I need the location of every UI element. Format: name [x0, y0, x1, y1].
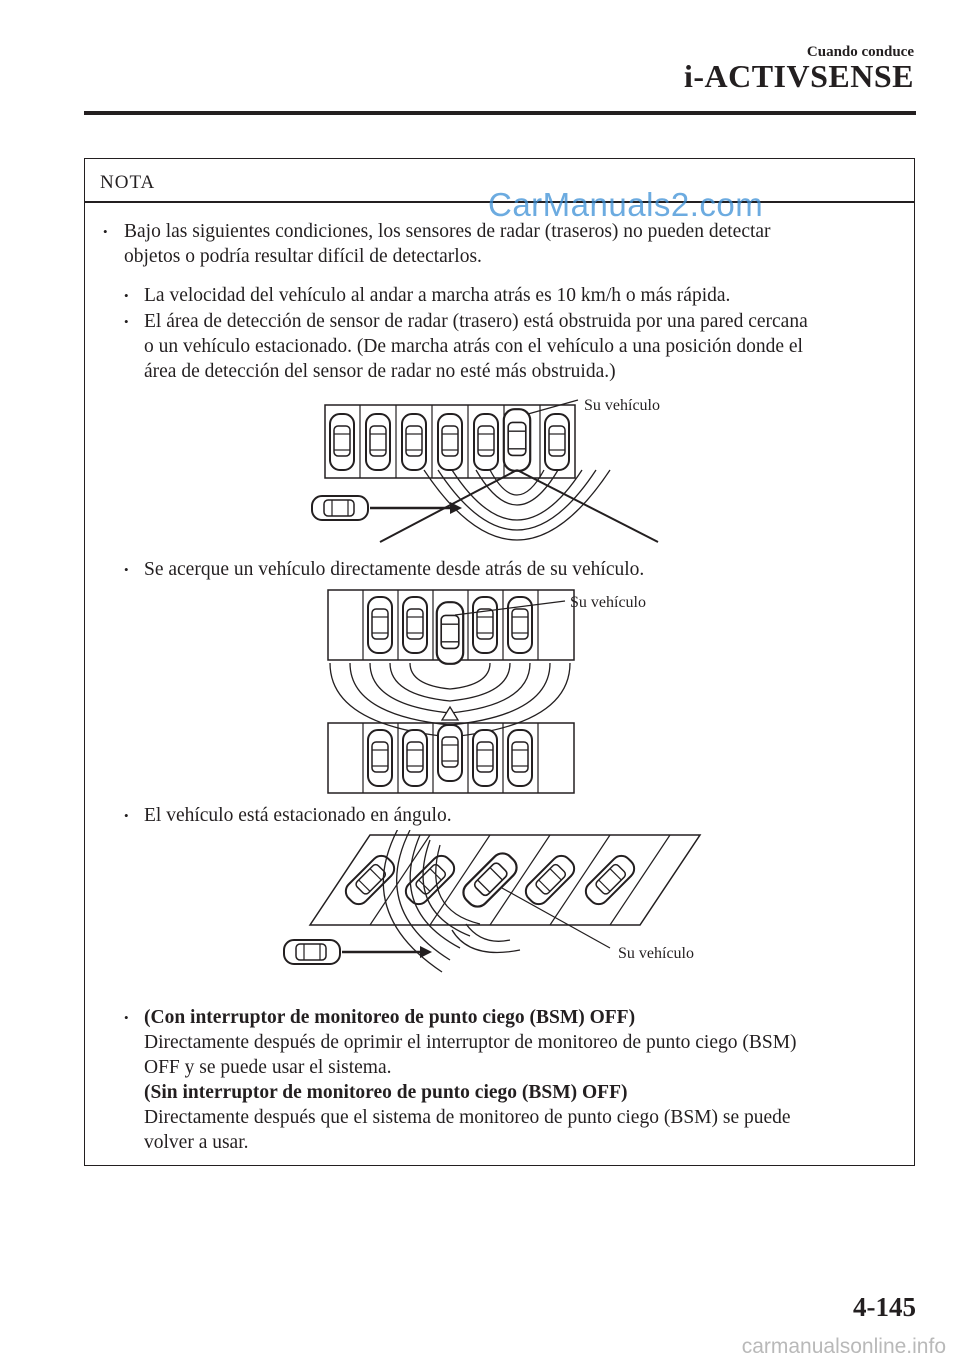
bullet-icon: •	[124, 562, 129, 577]
bullet-icon: •	[124, 288, 129, 303]
header-divider	[84, 111, 916, 115]
figure-2-label: Su vehículo	[570, 594, 646, 611]
page-number: 4-145	[853, 1292, 916, 1322]
bsm-heading-1: (Con interruptor de monitoreo de punto ciego (BSM) OFF)	[144, 1007, 636, 1028]
figure-1-label: Su vehículo	[584, 397, 660, 414]
figure-angled-parking	[270, 830, 720, 985]
figure-3-label: Su vehículo	[618, 945, 694, 962]
sub-item-2-line-2: o un vehículo estacionado. (De marcha atrás con el vehículo a una posición donde el	[144, 336, 803, 357]
watermark-logo: CarManuals2.com	[488, 186, 764, 223]
intro-line-1: Bajo las siguientes condiciones, los sensores de radar (traseros) no pueden detectar	[124, 221, 771, 242]
sub-item-2-line-1: El área de detección de sensor de radar (trasero) está obstruida por una pared cercana	[144, 311, 808, 332]
section-subtitle: Cuando conduce	[806, 44, 914, 60]
bsm-text-1-line-1: Directamente después de oprimir el interruptor de monitoreo de punto ciego (BSM)	[144, 1032, 797, 1053]
intro-line-2: objetos o podría resultar difícil de detectarlos.	[124, 246, 482, 267]
bullet-icon: •	[124, 314, 129, 329]
bullet-icon: •	[103, 224, 108, 239]
figure-approach-from-behind	[310, 585, 670, 800]
sub-item-3-line-1: Se acerque un vehículo directamente desde atrás de su vehículo.	[144, 559, 645, 580]
bsm-heading-2: (Sin interruptor de monitoreo de punto ciego (BSM) OFF)	[144, 1082, 628, 1103]
site-watermark: carmanualsonline.info	[741, 1335, 946, 1358]
bullet-icon: •	[124, 1010, 129, 1025]
figure-obstructed-parking	[300, 390, 700, 550]
bsm-text-2-line-2: volver a usar.	[144, 1132, 249, 1153]
sub-item-1-line-1: La velocidad del vehículo al andar a marcha atrás es 10 km/h o más rápida.	[144, 285, 731, 306]
section-title: i-ACTIVSENSE	[683, 58, 914, 94]
sub-item-2-line-3: área de detección del sensor de radar no esté más obstruida.)	[144, 361, 616, 382]
bsm-text-2-line-1: Directamente después que el sistema de monitoreo de punto ciego (BSM) se puede	[144, 1107, 791, 1128]
note-label: NOTA	[100, 172, 156, 193]
bullet-icon: •	[124, 808, 129, 823]
sub-item-4-line-1: El vehículo está estacionado en ángulo.	[144, 805, 452, 826]
bsm-text-1-line-2: OFF y se puede usar el sistema.	[144, 1057, 392, 1078]
